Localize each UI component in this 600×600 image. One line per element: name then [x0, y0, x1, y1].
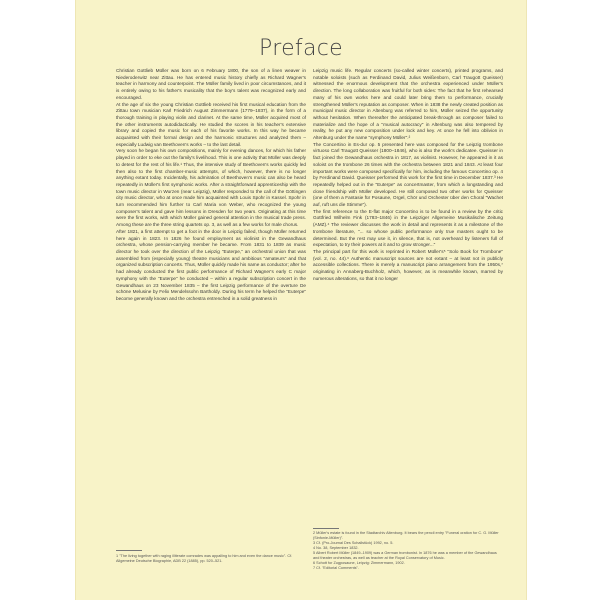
footnotes-right	[313, 531, 503, 571]
paragraph: Leipzig music life. Regular concerts (so-called winter concerts), printed programs, and notable soloists (such as Ferdinand David, Julius Weißenborn, Carl Traugott Queisser) witnessed the enormous development that the orchestra experienced under Müller's direction. The long collaboration was fruitful for both sides: The fact that he first rehearsed many of his own works here and could later bring them to performance, crucially strengthened Müller's reputation as composer. When in 1838 the newly created position as municipal music director in Altenburg was referred to him, Müller seized the opportunity without hesitation. When thereafter the anticipated break-through as composer failed to materialize and the hope of a "musical autocracy" in Altenburg was also tempered by reality, he put any new composition under lock and key. At once he fell into oblivion in Altenburg under the name "symphony Müller".²	[313, 68, 503, 141]
footnote: 4 No. 38, September 1832.	[313, 546, 359, 550]
right-column	[313, 68, 503, 283]
footnote: 7 Cf. "Editorial Comments".	[313, 566, 359, 570]
paragraph: The principal part for this work is reprinted in Robert Müller's⁵ "Solo Book for Trombone" (vol. 2, no. 44).⁶ Authentic manuscript sources are not extant – at least not in publicly accessible collections. There is merely a manuscript piano arrangement from the 1950s,⁷ originating in Annaberg-Buchholz, which, however, as is meanwhile known, marred by numerous alterations, so that it no longer	[313, 248, 503, 281]
footnote-divider	[313, 528, 339, 529]
left-column	[116, 68, 306, 303]
footnote: 6 Schott for Zugposaune, Leipzig: Zimmermann, 1902.	[313, 561, 405, 565]
paragraph: The Concertino in Es-dur op. 5 presented here was composed for the Leipzig trombone virtuoso Carl Traugott Queisser (1800–1846), who is also the work's dedicatee. Queisser in fact joined the Gewandhaus orchestra in 1817, as violinist. However, he appeared in it as soloist on the trombone 26 times with the orchestra between 1821 and 1843. At least four important works were composed specifically for him, including the famous Concertino op. 4 by Ferdinand David. Queisser performed this work for the first time in December 1837.³ He repeatedly helped out in the "Euterpe" as concertmaster, from which a longstanding and close friendship with Müller developed. He still composed two other works for Queisser (one of them a Fantasie für Posaune, Orgel, Chör und Orchester über den Choral "Wachet auf, ruft uns die Stimme").	[313, 141, 503, 208]
paragraph: The first reference to the E-flat major Concertino is to be found in a review by the critic Gottfried Wilhelm Fink (1783–1846) in the Leipziger Allgemeine Musikalische Zeitung (AMZ).⁴ The reviewer discusses the work in detail and represents it as a milestone of the trombone literature, "... so whose public performance only true masters ought to be determined. But the rest may use it, in silence, that is, not overheard by listeners full of expectation, to try their powers at it and to grow stronger..."	[313, 208, 503, 248]
paragraph: After 1821, a first attempt to get a foot in the door in Leipzig failed, though Müller returned here again in 1823. In 1826 he found employment as violinist in the Gewandhaus orchestra, whose pension-carrying member he became. From 1831 to 1839 as music director he took over the direction of the Leipzig "Euterpe," an orchestral union that was assembled from (especially young) theatre musicians and ambitious "amateurs" and that organized subscription concerts. Thus, Müller quickly made his name as conductor; after he had already conducted the first public performance of Richard Wagner's early C major symphony with the "Euterpe" he conducted – within a regular subscription concert in the Gewandhaus on 23 November 1835 – the first Leipzig performance of the overture De schöne Melusine by Felix Mendelssohn Bartholdy. During his term he helped the "Euterpe" become generally known and the orchestra entrenched in a solid greatness in	[116, 228, 306, 301]
paragraph: At the age of six the young Christian Gottlieb received his first musical education from the Zittau town musician Karl Friedrich August Zimmermann (1779–1837), in the form of a thorough training in playing violin and clarinet. At the same time, Müller acquired most of the other instruments autodidactically. He studied the scores in his teacher's extensive library and copied the music for each of his favorite works. In this way he became acquainted with their formal design and the harmonic structures and analyzed them – especially Ludwig van Beethoven's works – to the last detail.	[116, 101, 306, 147]
footnote-divider	[116, 550, 142, 551]
footnote: 1 "The living together with raging illiterate comrades was appalling to him and even the dance music". Cf. Allgemeine Deutsche Biographie, ADB 22 (1885), pp. 520–521.	[116, 554, 293, 563]
footnote: 5 Albert Robert Müller (1849–1909) was a German trombonist. In 1876 he was a member of the Gewandhaus and theater orchestras, as well as teacher at the Royal Conservatory of Music.	[313, 551, 497, 560]
paragraph: Very soon he began his own compositions, mainly for evening dances, for which his father played in order to eke out the family's livelihood. This is one activity that Müller was deeply to detest for the rest of his life.¹ Thus, the intensive study of Beethoven's works quickly led then also to the first chamber-music attempts, of which, however, there is no longer anything extant today. Incidentally, his admiration of Beethoven's music can also be heard repeatedly in Müller's first symphonic works. After a straightforward apprenticeship with the town music director in Wurzen (near Leipzig), Müller responded to the call of the Göttingen city music director, who at once made him acquainted with Louis Spohr in Kassel. Spohr in turn recommended him further to Carl Maria von Weber, who recognized the young composer's talent and gave him lessons in Dresden for two years. Originating at this time were the first works, with which Müller gained general attention in the musical trade press. Among these are the three string quartets op. 3, as well as a few works for male chorus.	[116, 148, 306, 228]
footnote: 3 Cf. (Pro-Journal Des Schallstück) 1992, no. 5.	[313, 541, 394, 545]
paragraph: Christian Gottlieb Müller was born on 6 February 1800, the son of a linen weaver in Niederoderwitz near Zittau. He has entered music history chiefly as Richard Wagner's teacher in harmony and counterpoint. The Müller family lived in poor circumstances, and it is entirely owing to his father's musicality that the boy's talent was recognized early and encouraged.	[116, 68, 306, 100]
footnote: 2 Müller's estate is found in the Stadtarchiv Altenburg. It bears the pencil entry "Funeral oration for C. G. Müller (Sinfonie-Müller)".	[313, 531, 499, 540]
page-title: Preface	[259, 36, 343, 61]
footnotes-left	[116, 554, 306, 564]
document-page	[75, 0, 527, 600]
